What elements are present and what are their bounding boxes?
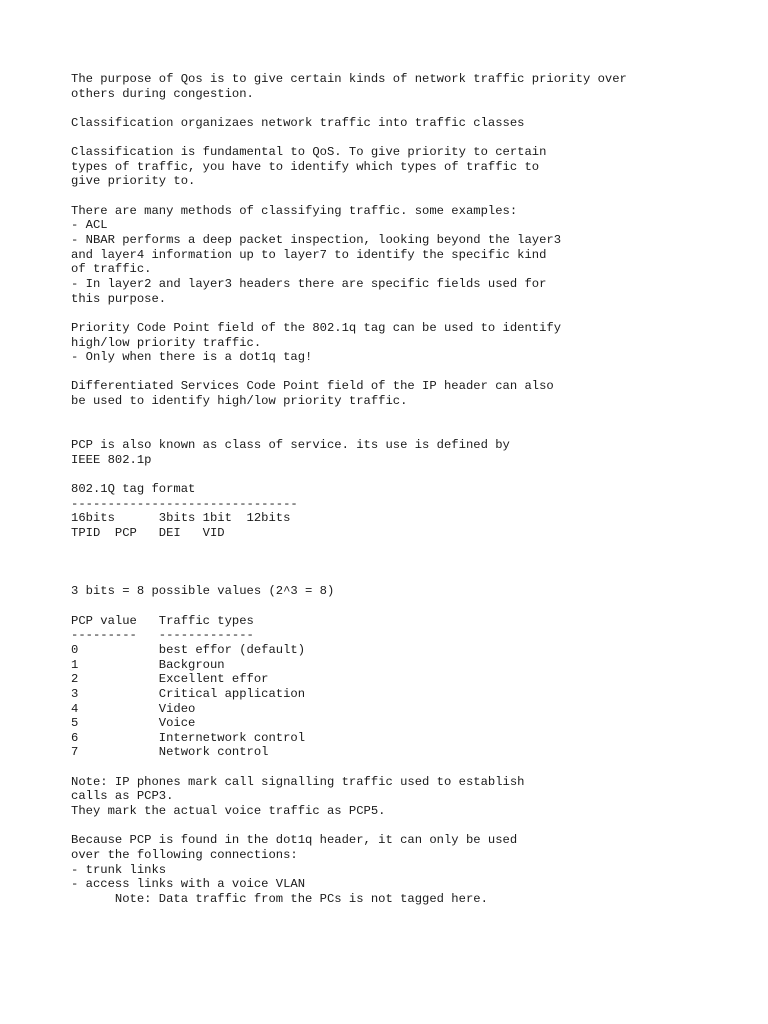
text-line: There are many methods of classifying traffic. some examples: <box>71 203 518 218</box>
text-line <box>71 189 751 204</box>
text-line: high/low priority traffic. <box>71 335 262 350</box>
text-line: Because PCP is found in the dot1q header, it can only be used <box>71 833 518 848</box>
text-line: types of traffic, you have to identify which types of traffic to <box>71 159 540 174</box>
text-line: - In layer2 and layer3 headers there are specific fields used for <box>71 276 547 291</box>
text-line: 4 Video <box>71 701 196 716</box>
text-line: Classification organizaes network traffic into traffic classes <box>71 115 525 130</box>
text-line: give priority to. <box>71 174 196 189</box>
text-line <box>71 570 751 585</box>
text-line <box>71 365 751 380</box>
text-line: 2 Excellent effor <box>71 672 269 687</box>
text-line: others during congestion. <box>71 86 254 101</box>
text-line: --------- ------------- <box>71 628 254 643</box>
text-line <box>71 409 751 424</box>
text-line: 5 Voice <box>71 716 196 731</box>
text-line: this purpose. <box>71 291 167 306</box>
text-line: - ACL <box>71 218 108 233</box>
text-line <box>71 819 751 834</box>
text-line: 3 Critical application <box>71 686 306 701</box>
text-line: of traffic. <box>71 262 152 277</box>
text-line: 802.1Q tag format <box>71 481 196 496</box>
text-line: PCP is also known as class of service. its use is defined by <box>71 438 510 453</box>
text-line: 1 Backgroun <box>71 657 225 672</box>
text-line: calls as PCP3. <box>71 789 174 804</box>
text-line <box>71 306 751 321</box>
text-line: 6 Internetwork control <box>71 730 306 745</box>
text-line: Note: IP phones mark call signalling traffic used to establish <box>71 774 525 789</box>
text-line: - Only when there is a dot1q tag! <box>71 350 313 365</box>
text-line: PCP value Traffic types <box>71 613 254 628</box>
text-line: 7 Network control <box>71 745 269 760</box>
text-line: 16bits 3bits 1bit 12bits <box>71 511 291 526</box>
text-line: ------------------------------- <box>71 496 298 511</box>
text-line <box>71 423 751 438</box>
text-line: - access links with a voice VLAN <box>71 877 306 892</box>
text-line: 3 bits = 8 possible values (2^3 = 8) <box>71 584 335 599</box>
text-line <box>71 599 751 614</box>
text-line: Classification is fundamental to QoS. To give priority to certain <box>71 145 547 160</box>
text-line: Priority Code Point field of the 802.1q tag can be used to identify <box>71 320 562 335</box>
text-line: and layer4 information up to layer7 to identify the specific kind <box>71 247 547 262</box>
text-line: IEEE 802.1p <box>71 452 152 467</box>
text-line: TPID PCP DEI VID <box>71 525 225 540</box>
document-body <box>71 72 751 907</box>
text-line: Note: Data traffic from the PCs is not tagged here. <box>71 891 488 906</box>
text-line: - NBAR performs a deep packet inspection, looking beyond the layer3 <box>71 233 562 248</box>
text-line <box>71 101 751 116</box>
text-line <box>71 760 751 775</box>
text-line: - trunk links <box>71 862 167 877</box>
text-line: They mark the actual voice traffic as PCP5. <box>71 804 386 819</box>
text-line: be used to identify high/low priority traffic. <box>71 394 408 409</box>
text-line <box>71 467 751 482</box>
text-line: Differentiated Services Code Point field of the IP header can also <box>71 379 554 394</box>
text-line: over the following connections: <box>71 847 298 862</box>
text-line <box>71 541 751 556</box>
text-line <box>71 555 751 570</box>
text-line: 0 best effor (default) <box>71 642 306 657</box>
text-line: The purpose of Qos is to give certain kinds of network traffic priority over <box>71 72 627 86</box>
text-line <box>71 131 751 146</box>
